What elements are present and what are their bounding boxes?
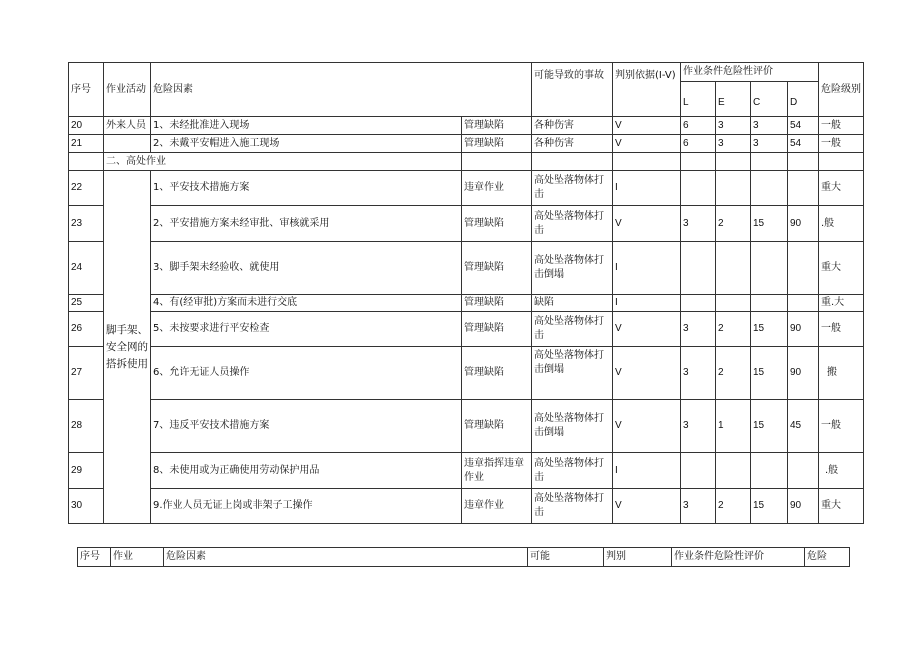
cell-hazard: 4、有(经审批)方案而未进行交底 [151, 295, 462, 312]
table-row [69, 117, 864, 135]
cell-L [681, 295, 716, 312]
cell-seq: 28 [69, 400, 104, 453]
cell-accident: 各种伤害 [532, 135, 613, 153]
cell-C: 15 [751, 206, 788, 242]
cell-cause: 管理缺陷 [462, 347, 532, 400]
cell-C [751, 453, 788, 489]
cell-hazard: 1、平安技术措施方案 [151, 171, 462, 206]
cell-seq: 29 [69, 453, 104, 489]
header-D: D [788, 82, 819, 117]
cell-hazard: 2、平安措施方案未经审批、审核就采用 [151, 206, 462, 242]
cell-D [788, 242, 819, 295]
cell-E: 3 [716, 135, 751, 153]
cell-basis: I [613, 295, 681, 312]
cell-basis: I [613, 171, 681, 206]
cell-D [788, 295, 819, 312]
cell-level: 重.大 [819, 295, 864, 312]
cell-C: 15 [751, 312, 788, 347]
table-row [69, 206, 864, 242]
table-row [69, 171, 864, 206]
header-level: 危险级别 [819, 63, 864, 117]
cell-L [681, 171, 716, 206]
cell-accident: 缺陷 [532, 295, 613, 312]
cell-D: 90 [788, 206, 819, 242]
header-evaluation: 作业条件危险性评价 [672, 548, 805, 567]
continuation-header-row [78, 548, 850, 567]
header-C: C [751, 82, 788, 117]
cell-accident: 高处坠落物体打击 [532, 453, 613, 489]
cell-L: 3 [681, 312, 716, 347]
header-seq: 序号 [78, 548, 111, 567]
cell-seq: 25 [69, 295, 104, 312]
cell-basis: V [613, 400, 681, 453]
cell-E [716, 242, 751, 295]
cell-seq: 27 [69, 347, 104, 400]
cell-cause: 违章作业 [462, 171, 532, 206]
cell-C [751, 242, 788, 295]
cell-basis: V [613, 206, 681, 242]
cell-hazard: 8、未使用或为正确使用劳动保护用品 [151, 453, 462, 489]
continuation-table-header [77, 547, 850, 567]
cell-accident: 高处坠落物体打击倒塌 [532, 242, 613, 295]
cell-accident: 各种伤害 [532, 117, 613, 135]
cell-L: 3 [681, 206, 716, 242]
cell-cause: 违章指挥违章作业 [462, 453, 532, 489]
cell-hazard: 6、允许无证人员操作 [151, 347, 462, 400]
cell-accident: 高处坠落物体打击 [532, 489, 613, 524]
cell-D: 54 [788, 135, 819, 153]
cell-seq: 24 [69, 242, 104, 295]
cell-D: 54 [788, 117, 819, 135]
cell-basis: V [613, 117, 681, 135]
table-row [69, 489, 864, 524]
header-basis: 判别 [604, 548, 672, 567]
header-activity: 作业 [111, 548, 164, 567]
cell-E: 1 [716, 400, 751, 453]
table-row [69, 242, 864, 295]
cell-cause: 管理缺陷 [462, 400, 532, 453]
cell-level: .般 [819, 453, 864, 489]
cell-hazard: 3、脚手架未经验收、就使用 [151, 242, 462, 295]
cell-E [716, 171, 751, 206]
cell-L: 3 [681, 347, 716, 400]
cell-hazard: 1、未经批准进入现场 [151, 117, 462, 135]
header-hazard: 危险因素 [164, 548, 528, 567]
cell-C [751, 295, 788, 312]
header-basis: 判别依据(I-V) [613, 63, 681, 117]
cell-level: 一般 [819, 135, 864, 153]
header-L: L [681, 82, 716, 117]
cell-hazard: 5、未按要求进行平安检查 [151, 312, 462, 347]
cell-accident: 高处坠落物体打击 [532, 206, 613, 242]
cell-L [681, 242, 716, 295]
header-activity: 作业活动 [104, 63, 151, 117]
cell-E: 2 [716, 347, 751, 400]
cell-accident: 高处坠落物体打击 [532, 171, 613, 206]
cell-level: 重大 [819, 242, 864, 295]
cell-L: 6 [681, 135, 716, 153]
cell-E [716, 453, 751, 489]
cell-C: 3 [751, 135, 788, 153]
cell-E: 3 [716, 117, 751, 135]
cell-hazard: 2、未戴平安帽进入施工现场 [151, 135, 462, 153]
cell-cause: 管理缺陷 [462, 135, 532, 153]
cell-D: 90 [788, 347, 819, 400]
cell-basis: I [613, 242, 681, 295]
cell-C: 15 [751, 489, 788, 524]
cell-accident: 高处坠落物体打击倒塌 [532, 400, 613, 453]
cell-seq: 22 [69, 171, 104, 206]
table-row [69, 453, 864, 489]
cell-C [751, 171, 788, 206]
cell-hazard: 7、违反平安技术措施方案 [151, 400, 462, 453]
cell-E: 2 [716, 312, 751, 347]
cell-C: 15 [751, 400, 788, 453]
cell-basis: I [613, 453, 681, 489]
header-row-1 [69, 63, 864, 82]
cell-seq: 20 [69, 117, 104, 135]
cell-L: 3 [681, 489, 716, 524]
table-row [69, 400, 864, 453]
header-hazard: 危险因素 [151, 63, 532, 117]
header-seq: 序号 [69, 63, 104, 117]
cell-basis: V [613, 347, 681, 400]
cell-C: 3 [751, 117, 788, 135]
cell-L [681, 453, 716, 489]
cell-level: 重大 [819, 171, 864, 206]
table-row [69, 312, 864, 347]
hazard-table [68, 62, 864, 524]
cell-accident: 高处坠落物体打击倒塌 [532, 347, 613, 400]
header-accident: 可能 [528, 548, 604, 567]
cell-level: 搬 [819, 347, 864, 400]
cell-E: 2 [716, 206, 751, 242]
cell-seq: 30 [69, 489, 104, 524]
cell-basis: V [613, 312, 681, 347]
cell-seq: 26 [69, 312, 104, 347]
cell-accident: 高处坠落物体打击 [532, 312, 613, 347]
cell-level: 一般 [819, 117, 864, 135]
cell-cause: 违章作业 [462, 489, 532, 524]
cell-D [788, 171, 819, 206]
cell-basis: V [613, 489, 681, 524]
header-level: 危险 [805, 548, 850, 567]
cell-L: 3 [681, 400, 716, 453]
cell-cause: 管理缺陷 [462, 295, 532, 312]
cell-basis: V [613, 135, 681, 153]
cell-cause: 管理缺陷 [462, 242, 532, 295]
cell-level: 重大 [819, 489, 864, 524]
section-title: 二、高处作业 [104, 153, 462, 171]
table-row [69, 347, 864, 400]
table-row [69, 295, 864, 312]
cell-D: 90 [788, 312, 819, 347]
cell-hazard: 9.作业人员无证上岗或非架子工操作 [151, 489, 462, 524]
cell-level: 一般 [819, 312, 864, 347]
cell-L: 6 [681, 117, 716, 135]
header-E: E [716, 82, 751, 117]
header-evaluation: 作业条件危险性评价 [681, 63, 819, 82]
cell-cause: 管理缺陷 [462, 117, 532, 135]
cell-E: 2 [716, 489, 751, 524]
cell-seq: 23 [69, 206, 104, 242]
section-row [69, 153, 864, 171]
cell-D [788, 453, 819, 489]
cell-activity [104, 135, 151, 153]
table-row [69, 135, 864, 153]
cell-activity: 外来人员 [104, 117, 151, 135]
cell-group-activity: 脚手架、安全网的搭拆使用 [104, 171, 151, 524]
cell-D: 45 [788, 400, 819, 453]
cell-C: 15 [751, 347, 788, 400]
cell-cause: 管理缺陷 [462, 312, 532, 347]
cell-cause: 管理缺陷 [462, 206, 532, 242]
cell-E [716, 295, 751, 312]
header-accident: 可能导致的事故 [532, 63, 613, 117]
cell-D: 90 [788, 489, 819, 524]
cell-level: .般 [819, 206, 864, 242]
cell-level: 一般 [819, 400, 864, 453]
cell-seq: 21 [69, 135, 104, 153]
